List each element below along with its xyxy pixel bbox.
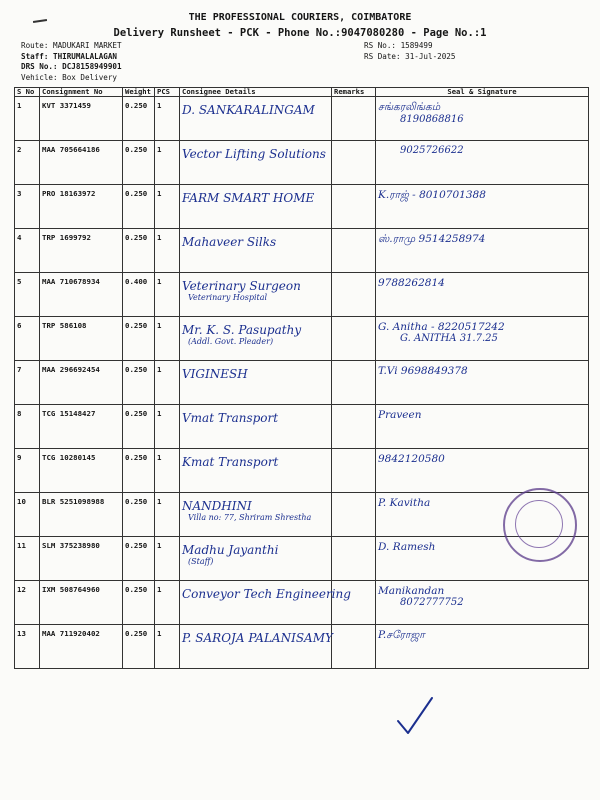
weight-cell: 0.250 — [123, 317, 155, 361]
consignee-handwriting: Madhu Jayanthi — [182, 543, 279, 557]
runsheet-subtitle: Delivery Runsheet - PCK - Phone No.:9047080280 - Page No.:1 — [113, 27, 487, 39]
signature-handwriting: G. Anitha - 8220517242 — [378, 321, 505, 333]
signature-cell — [376, 317, 589, 361]
signature-subtext: 8072777752 — [400, 597, 464, 608]
consignee-cell — [180, 537, 332, 581]
consignee-handwriting: D. SANKARALINGAM — [182, 103, 315, 117]
delivery-table — [14, 87, 589, 669]
col-signature-header: Seal & Signature — [376, 88, 589, 97]
signature-cell — [376, 361, 589, 405]
remarks-cell — [332, 273, 376, 317]
signature-cell — [376, 185, 589, 229]
table-row — [15, 317, 589, 361]
sno-cell: 6 — [15, 317, 40, 361]
weight-cell: 0.250 — [123, 141, 155, 185]
pcs-cell: 1 — [155, 229, 180, 273]
consignee-cell — [180, 229, 332, 273]
consignment-cell: PRO 18163972 — [40, 185, 123, 229]
weight-cell: 0.250 — [123, 405, 155, 449]
sno-cell: 2 — [15, 141, 40, 185]
rs-date-label: RS Date: 31-Jul-2025 — [364, 51, 456, 61]
sno-cell: 8 — [15, 405, 40, 449]
weight-cell: 0.250 — [123, 625, 155, 669]
remarks-cell — [332, 361, 376, 405]
consignee-handwriting: VIGINESH — [182, 367, 248, 381]
sno-cell: 10 — [15, 493, 40, 537]
consignment-cell: KVT 3371459 — [40, 97, 123, 141]
remarks-cell — [332, 625, 376, 669]
weight-cell: 0.250 — [123, 537, 155, 581]
weight-cell: 0.250 — [123, 361, 155, 405]
consignment-cell: TRP 586108 — [40, 317, 123, 361]
consignee-cell — [180, 273, 332, 317]
table-header-row — [15, 88, 589, 97]
sno-cell: 3 — [15, 185, 40, 229]
pcs-cell: 1 — [155, 449, 180, 493]
pcs-cell: 1 — [155, 537, 180, 581]
col-weight-header: Weight — [123, 88, 155, 97]
pcs-cell: 1 — [155, 141, 180, 185]
consignee-handwriting: Mr. K. S. Pasupathy — [182, 323, 302, 337]
remarks-cell — [332, 185, 376, 229]
signature-cell — [376, 625, 589, 669]
consignee-cell — [180, 449, 332, 493]
consignee-handwriting: Conveyor Tech Engineering — [182, 587, 351, 601]
col-sno-header: S No — [15, 88, 40, 97]
col-consignment-header: Consignment No — [40, 88, 123, 97]
sno-cell: 11 — [15, 537, 40, 581]
consignment-cell: TRP 1699792 — [40, 229, 123, 273]
weight-cell: 0.250 — [123, 581, 155, 625]
remarks-cell — [332, 405, 376, 449]
weight-cell: 0.400 — [123, 273, 155, 317]
remarks-cell — [332, 97, 376, 141]
table-row — [15, 361, 589, 405]
signature-cell — [376, 581, 589, 625]
consignment-cell: TCG 15148427 — [40, 405, 123, 449]
consignee-handwriting: P. SAROJA PALANISAMY — [182, 631, 333, 645]
weight-cell: 0.250 — [123, 493, 155, 537]
weight-cell: 0.250 — [123, 449, 155, 493]
pcs-cell: 1 — [155, 405, 180, 449]
table-row — [15, 141, 589, 185]
signature-subtext: 8190868816 — [400, 114, 464, 125]
courier-seal-stamp — [503, 488, 577, 562]
consignee-handwriting: Veterinary Surgeon — [182, 279, 301, 293]
consignment-cell: SLM 375238980 — [40, 537, 123, 581]
sno-cell: 7 — [15, 361, 40, 405]
signature-handwriting: Praveen — [378, 409, 422, 421]
table-row — [15, 625, 589, 669]
seal-inner-ring — [515, 500, 563, 548]
table-row — [15, 273, 589, 317]
consignment-cell: MAA 711920402 — [40, 625, 123, 669]
rs-no-label: RS No.: 1589499 — [364, 41, 433, 50]
consignee-handwriting: Mahaveer Silks — [182, 235, 277, 249]
consignee-handwriting: Vmat Transport — [182, 411, 279, 425]
signature-handwriting: P.சரோஜா — [378, 629, 425, 641]
pcs-cell: 1 — [155, 97, 180, 141]
table-row — [15, 581, 589, 625]
signature-handwriting: K.ராஜ் - 8010701388 — [378, 189, 486, 201]
col-consignee-header: Consignee Details — [180, 88, 332, 97]
meta-right — [364, 41, 455, 62]
pcs-cell: 1 — [155, 185, 180, 229]
consignment-cell: MAA 705664186 — [40, 141, 123, 185]
route-label: Route: MADUKARI MARKET — [21, 41, 122, 50]
signature-subtext: G. ANITHA 31.7.25 — [400, 333, 498, 344]
table-row — [15, 185, 589, 229]
consignee-subtext: Villa no: 77, Shriram Shrestha — [188, 513, 312, 522]
signature-handwriting: Manikandan — [378, 585, 445, 597]
sno-cell: 5 — [15, 273, 40, 317]
remarks-cell — [332, 317, 376, 361]
table-row — [15, 449, 589, 493]
signature-subtext: 9025726622 — [400, 145, 464, 156]
sno-cell: 13 — [15, 625, 40, 669]
signature-handwriting: D. Ramesh — [378, 541, 436, 553]
pcs-cell: 1 — [155, 361, 180, 405]
col-pcs-header: PCS — [155, 88, 180, 97]
consignee-cell — [180, 317, 332, 361]
company-title: THE PROFESSIONAL COURIERS, COIMBATORE — [188, 12, 412, 23]
pcs-cell: 1 — [155, 493, 180, 537]
sno-cell: 9 — [15, 449, 40, 493]
consignee-subtext: (Addl. Govt. Pleader) — [188, 337, 274, 346]
consignee-subtext: (Staff) — [188, 557, 214, 566]
sno-cell: 12 — [15, 581, 40, 625]
signature-cell — [376, 449, 589, 493]
signature-handwriting: 9788262814 — [378, 277, 445, 289]
signature-cell — [376, 405, 589, 449]
consignee-cell — [180, 625, 332, 669]
consignee-cell — [180, 493, 332, 537]
consignee-handwriting: Vector Lifting Solutions — [182, 147, 326, 161]
remarks-cell — [332, 449, 376, 493]
consignee-handwriting: NANDHINI — [182, 499, 252, 513]
consignee-handwriting: FARM SMART HOME — [182, 191, 315, 205]
signature-cell — [376, 141, 589, 185]
consignee-cell — [180, 405, 332, 449]
consignment-cell: MAA 296692454 — [40, 361, 123, 405]
consignee-cell — [180, 361, 332, 405]
vehicle-label: Vehicle: Box Delivery — [21, 72, 118, 82]
remarks-cell — [332, 229, 376, 273]
consignment-cell: TCG 10280145 — [40, 449, 123, 493]
staff-label: Staff: THIRUMALALAGAN — [21, 51, 118, 61]
signature-cell — [376, 229, 589, 273]
signature-handwriting: P. Kavitha — [378, 497, 431, 509]
consignment-cell: BLR 5251098988 — [40, 493, 123, 537]
signature-handwriting: ஸ்.ராமு 9514258974 — [378, 233, 486, 245]
consignee-cell — [180, 141, 332, 185]
remarks-cell — [332, 493, 376, 537]
pcs-cell: 1 — [155, 317, 180, 361]
remarks-cell — [332, 537, 376, 581]
drs-label: DRS No.: DCJ8158949901 — [21, 62, 122, 71]
pcs-cell: 1 — [155, 625, 180, 669]
consignee-cell — [180, 97, 332, 141]
consignment-cell: MAA 710678934 — [40, 273, 123, 317]
table-row — [15, 405, 589, 449]
sno-cell: 1 — [15, 97, 40, 141]
table-row — [15, 97, 589, 141]
table-row — [15, 537, 589, 581]
consignee-cell — [180, 581, 351, 625]
pcs-cell: 1 — [155, 273, 180, 317]
weight-cell: 0.250 — [123, 97, 155, 141]
consignee-subtext: Veterinary Hospital — [188, 293, 268, 302]
signature-handwriting: சங்கரலிங்கம் — [378, 101, 441, 113]
sno-cell: 4 — [15, 229, 40, 273]
consignment-cell: IXM 508764960 — [40, 581, 123, 625]
signature-cell — [376, 97, 589, 141]
pcs-cell: 1 — [155, 581, 180, 625]
consignee-cell — [180, 185, 332, 229]
signature-handwriting: T.Vi 9698849378 — [378, 365, 468, 377]
signature-cell — [376, 273, 589, 317]
weight-cell: 0.250 — [123, 185, 155, 229]
consignee-handwriting: Kmat Transport — [182, 455, 279, 469]
weight-cell: 0.250 — [123, 229, 155, 273]
signature-handwriting: 9842120580 — [378, 453, 445, 465]
meta-left — [21, 41, 122, 83]
col-remarks-header: Remarks — [332, 88, 376, 97]
table-row — [15, 229, 589, 273]
remarks-cell — [332, 141, 376, 185]
checkmark-icon — [395, 695, 435, 737]
